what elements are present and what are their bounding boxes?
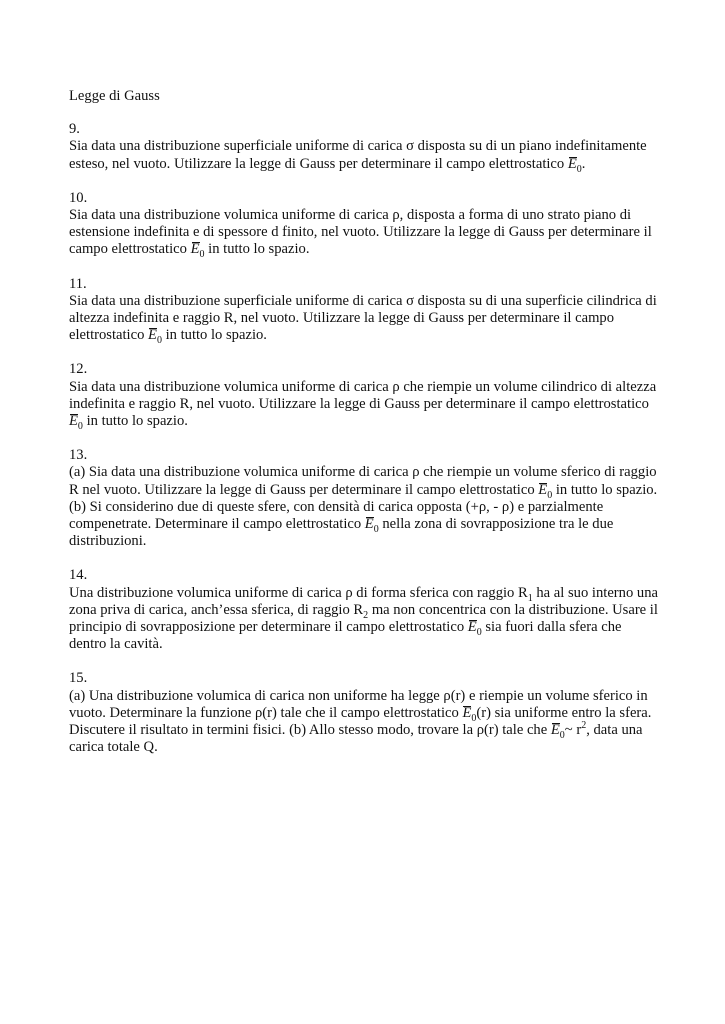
text-run: Sia data una distribuzione volumica uniforme di carica ρ che riempie un volume cilindrico di altezza indefinita e raggio R, nel vuoto. Utilizzare la legge di Gauss per determinare il campo elettrostatico bbox=[69, 378, 657, 412]
text-run: ma non concentrica con la distribuzione. Usare il principio di sovrapposizione per determinare il campo elettrostatico bbox=[69, 601, 658, 636]
vector-E: E bbox=[364, 516, 374, 533]
subscript: 0 bbox=[77, 420, 83, 432]
field-vector-symbol bbox=[148, 327, 162, 347]
problem-text bbox=[69, 688, 661, 757]
problem-number: 9. bbox=[69, 121, 80, 138]
subscript: 0 bbox=[547, 489, 553, 501]
problem-text bbox=[69, 138, 661, 175]
subscript: 0 bbox=[373, 523, 379, 535]
text-run: Una distribuzione volumica uniforme di carica ρ di forma sferica con raggio R bbox=[69, 584, 528, 601]
document-page bbox=[69, 88, 661, 774]
text-run: Sia data una distribuzione superficiale uniforme di carica σ disposta su di una superficie cilindrica di altezza indefinita e raggio R, nel vuoto. Utilizzare la legge di Gauss per determinare il campo elettrostatico bbox=[69, 292, 657, 344]
problem-text bbox=[69, 379, 661, 431]
field-vector-symbol bbox=[538, 481, 553, 501]
text-run: sia fuori dalla sfera che dentro la cavità. bbox=[69, 619, 622, 653]
problem-text bbox=[69, 464, 661, 550]
field-vector-symbol bbox=[550, 722, 565, 741]
text-run: (r) sia uniforme entro la sfera. Discutere il risultato in termini fisici. (b) Allo stesso modo, trovare la ρ(r) tale che bbox=[69, 704, 652, 739]
subscript: 0 bbox=[559, 730, 565, 741]
problem-number: 14. bbox=[69, 567, 88, 584]
text-run: ha al suo interno una zona priva di carica, anch’essa sferica, di raggio R bbox=[69, 584, 658, 618]
vector-E: E bbox=[567, 155, 577, 172]
text-run: . bbox=[581, 155, 586, 172]
text-run: (a) Una distribuzione volumica di carica non uniforme ha legge ρ(r) e riempie un volume sferico in vuoto. Determinare la funzione ρ(r) tale che il campo elettrostatico bbox=[69, 687, 648, 721]
problem-14 bbox=[69, 567, 661, 653]
subscript: 1 bbox=[527, 592, 533, 604]
subscript: 0 bbox=[156, 335, 162, 347]
problem-text bbox=[69, 207, 661, 259]
document-title: Legge di Gauss bbox=[69, 88, 160, 104]
vector-E: E bbox=[550, 722, 560, 739]
problem-13 bbox=[69, 447, 661, 550]
problem-number: 11. bbox=[69, 275, 87, 292]
text-run: ~ r bbox=[564, 722, 582, 739]
vector-E: E bbox=[462, 704, 472, 721]
subscript: 0 bbox=[476, 626, 482, 638]
text-run: in tutto lo spazio. (b) Si considerino due di queste sfere, con densità di carica opposta (+ρ, - ρ) e parzialmente compenetrate. Determinare il campo elettrostatico bbox=[69, 481, 658, 533]
field-vector-symbol bbox=[69, 413, 83, 432]
subscript: 0 bbox=[199, 249, 205, 261]
problem-15 bbox=[69, 670, 661, 756]
problem-12 bbox=[69, 361, 661, 430]
text-run: (a) Sia data una distribuzione volumica uniforme di carica ρ che riempie un volume sferico di raggio R nel vuoto. Utilizzare la legge di Gauss per determinare il campo elettrostatico bbox=[69, 464, 657, 498]
problem-11 bbox=[69, 276, 661, 345]
vector-E: E bbox=[538, 481, 548, 498]
problem-10 bbox=[69, 190, 661, 259]
text-run: , data una carica totale Q. bbox=[69, 722, 643, 756]
text-run: nella zona di sovrapposizione tra le due distribuzioni. bbox=[69, 516, 614, 550]
problem-text bbox=[69, 293, 661, 345]
field-vector-symbol bbox=[364, 516, 379, 535]
subscript: 2 bbox=[363, 609, 369, 621]
field-vector-symbol bbox=[462, 704, 477, 724]
problem-number: 13. bbox=[69, 447, 88, 464]
problem-text bbox=[69, 585, 661, 654]
text-run: in tutto lo spazio. bbox=[82, 413, 188, 430]
subscript: 0 bbox=[471, 712, 477, 724]
vector-E: E bbox=[467, 619, 477, 636]
text-run: in tutto lo spazio. bbox=[204, 241, 310, 258]
vector-E: E bbox=[148, 327, 157, 344]
text-run: Sia data una distribuzione superficiale uniforme di carica σ disposta su di un piano indefinitamente esteso, nel vuoto. Utilizzare la legge di Gauss per determinare il campo elettrostatico bbox=[69, 138, 647, 172]
problem-number: 12. bbox=[69, 361, 88, 378]
problem-9 bbox=[69, 121, 661, 173]
superscript: 2 bbox=[581, 720, 587, 732]
subscript: 0 bbox=[576, 163, 582, 175]
problem-number: 10. bbox=[69, 189, 88, 206]
text-run: in tutto lo spazio. bbox=[161, 327, 267, 344]
problem-number: 15. bbox=[69, 670, 88, 687]
vector-E: E bbox=[69, 413, 78, 430]
text-run: Sia data una distribuzione volumica uniforme di carica ρ, disposta a forma di uno strato piano di estensione indefinita e di spessore d finito, nel vuoto. Utilizzare la legge di Gauss per determinare il campo elettrostatico bbox=[69, 207, 652, 258]
problem-list bbox=[69, 121, 661, 756]
vector-E: E bbox=[190, 241, 200, 258]
field-vector-symbol bbox=[467, 619, 482, 638]
field-vector-symbol bbox=[567, 155, 582, 175]
field-vector-symbol bbox=[190, 241, 205, 261]
